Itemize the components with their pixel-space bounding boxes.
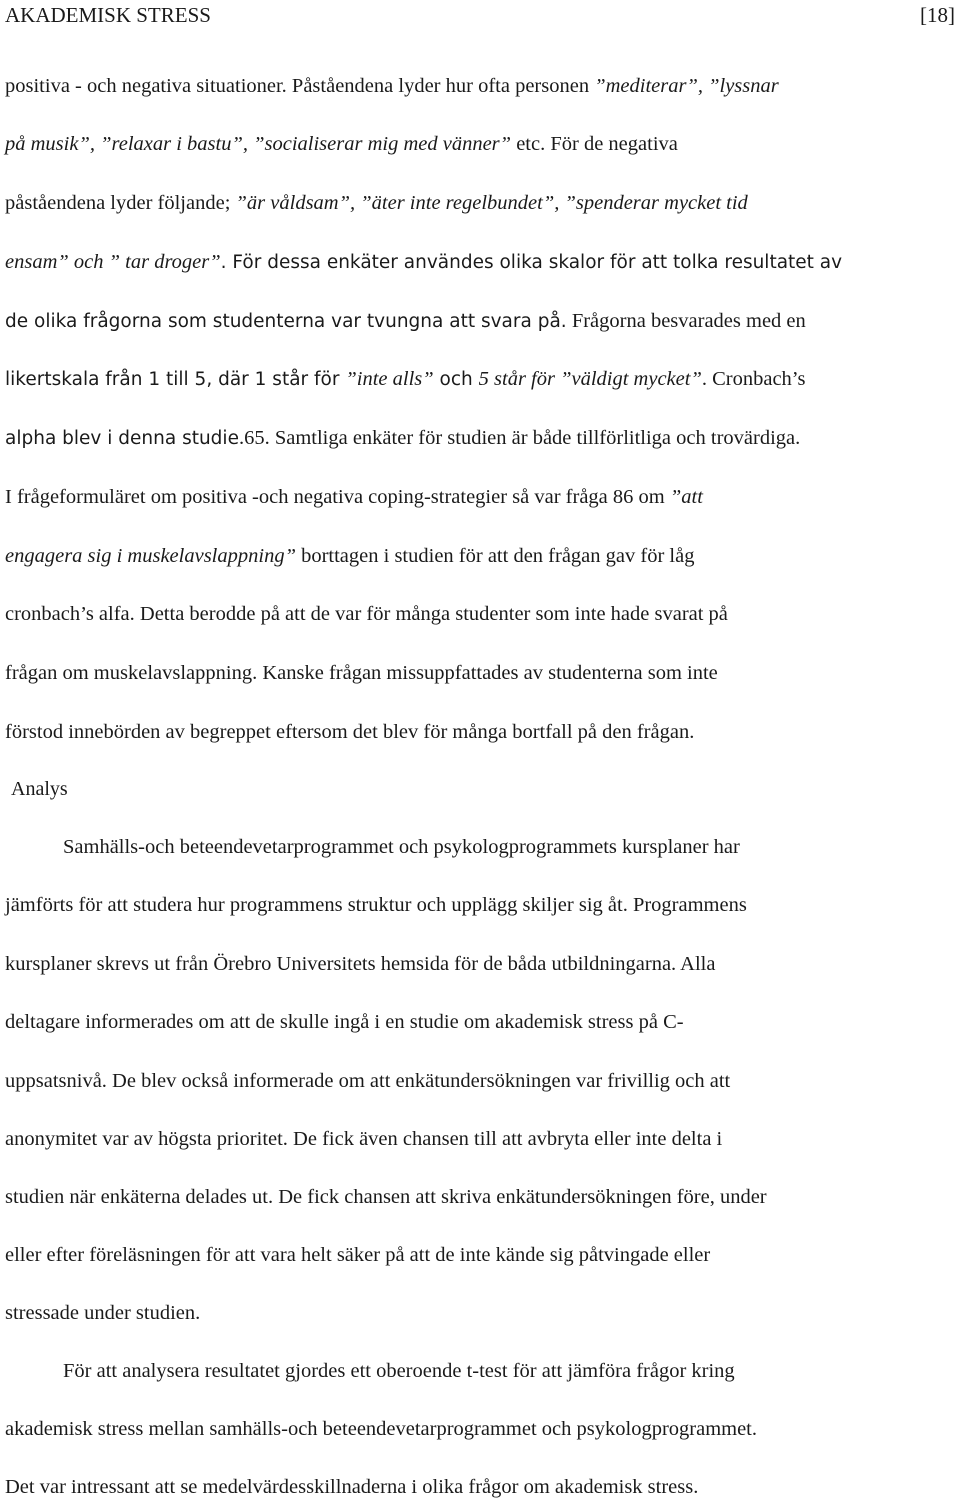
paragraph-2-line-1: I frågeformuläret om positiva -och negativa coping-strategier så var fråga 86 om ”att: [5, 486, 703, 508]
paragraph-1-line-1: positiva - och negativa situationer. Påståendena lyder hur ofta personen ”mediterar”, ”lyssnar: [5, 75, 779, 97]
paragraph-1-line-5: de olika frågorna som studenterna var tvungna att svara på. Frågorna besvarades med en: [5, 310, 806, 332]
paragraph-3-line-1: Samhälls-och beteendevetarprogrammet och psykologprogrammets kursplaner har: [63, 836, 740, 858]
paragraph-1-line-6: likertskala från 1 till 5, där 1 står för ”inte alls” och 5 står för ”väldigt mycket”. Cronbach’s: [5, 368, 806, 390]
paragraph-3-line-5: uppsatsnivå. De blev också informerade om att enkätundersökningen var frivillig och att: [5, 1070, 731, 1092]
running-title: AKADEMISK STRESS: [5, 3, 211, 27]
paragraph-3-line-4: deltagare informerades om att de skulle ingå i en studie om akademisk stress på C-: [5, 1011, 684, 1033]
section-heading: Analys: [11, 778, 68, 800]
paragraph-3-line-6: anonymitet var av högsta prioritet. De fick även chansen till att avbryta eller inte delta i: [5, 1128, 723, 1150]
paragraph-3-line-8: eller efter föreläsningen för att vara helt säker på att de inte kände sig påtvingade eller: [5, 1244, 711, 1266]
page-header: [5, 2, 955, 28]
page-number: [18]: [920, 3, 955, 27]
paragraph-2-line-4: frågan om muskelavslappning. Kanske frågan missuppfattades av studenterna som inte: [5, 662, 718, 684]
paragraph-4-line-1: För att analysera resultatet gjordes ett oberoende t-test för att jämföra frågor kring: [63, 1360, 735, 1382]
paragraph-1-line-3: påståendena lyder följande; ”är våldsam”, ”äter inte regelbundet”, ”spenderar mycket tid: [5, 192, 748, 214]
paragraph-4-line-2: akademisk stress mellan samhälls-och beteendevetarprogrammet och psykologprogrammet.: [5, 1418, 758, 1440]
paragraph-1-line-4: ensam” och ” tar droger”. För dessa enkäter användes olika skalor för att tolka resultatet av: [5, 251, 843, 273]
paragraph-1-line-7: alpha blev i denna studie.65. Samtliga enkäter för studien är både tillförlitliga och trovärdiga.: [5, 427, 801, 449]
paragraph-3-line-2: jämförts för att studera hur programmens struktur och upplägg skiljer sig åt. Programmens: [5, 894, 747, 916]
paragraph-3-line-9: stressade under studien.: [5, 1302, 201, 1324]
paragraph-3-line-3: kursplaner skrevs ut från Örebro Universitets hemsida för de båda utbildningarna. Alla: [5, 953, 716, 975]
paragraph-3-line-7: studien när enkäterna delades ut. De fick chansen att skriva enkätundersökningen före, under: [5, 1186, 767, 1208]
paragraph-4-line-3: Det var intressant att se medelvärdesskillnaderna i olika frågor om akademisk stress.: [5, 1476, 699, 1498]
paragraph-1-line-2: på musik”, ”relaxar i bastu”, ”socialiserar mig med vänner” etc. För de negativa: [5, 133, 678, 155]
paragraph-2-line-5: förstod innebörden av begreppet eftersom det blev för många bortfall på den frågan.: [5, 721, 695, 743]
paragraph-2-line-2: engagera sig i muskelavslappning” borttagen i studien för att den frågan gav för låg: [5, 545, 695, 567]
paragraph-2-line-3: cronbach’s alfa. Detta berodde på att de var för många studenter som inte hade svarat på: [5, 603, 728, 625]
